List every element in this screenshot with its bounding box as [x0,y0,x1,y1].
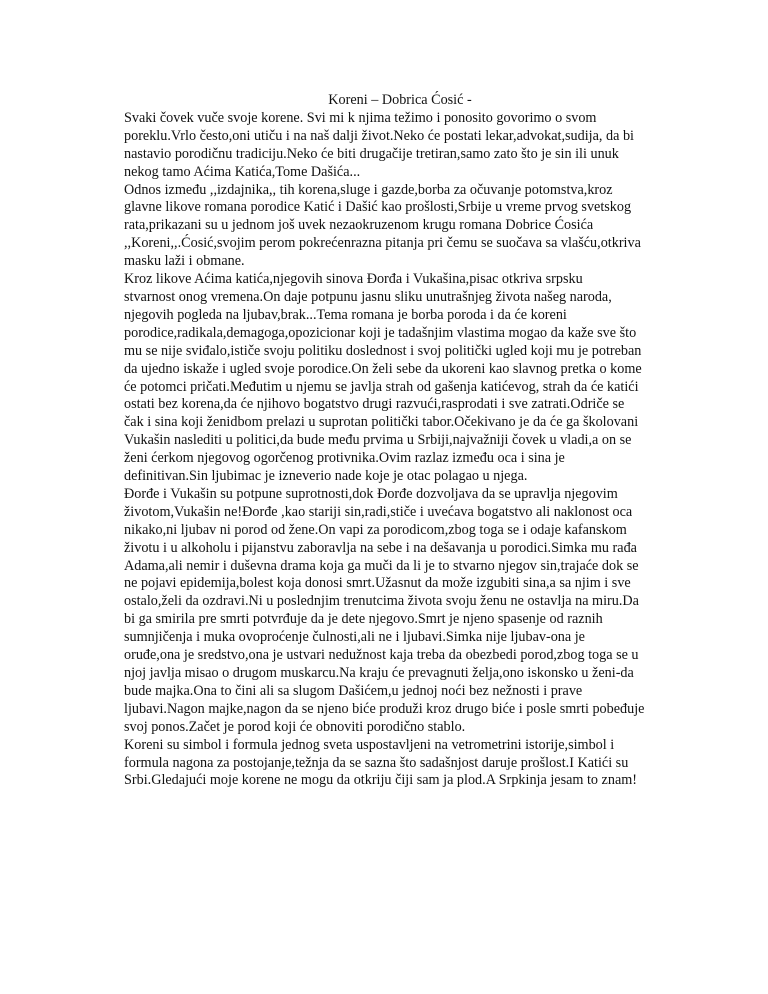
paragraph [112,486,650,737]
text-line: masku laži i obmane. [124,253,245,270]
text-line: Adama,ali nemir i duševna drama koja ga muči da li je to stvarno njegov sin,trajaće dok se [124,557,639,574]
text-line: bi ga smirila pre smrti potvrđuje da je dete njegovo.Smrt je njeno spasenje od raznih [124,611,603,628]
text-line: nikako,ni ljubav ni porod od žene.On vapi za porodicom,zbog toga se i odaje kafanskom [124,521,627,538]
text-line: svoj ponos.Začet je porod koji će obnoviti porodično stablo. [124,718,466,735]
text-line: stvarnost onog vremena.On daje potpunu jasnu sliku unutrašnjeg života našeg naroda, [124,288,612,305]
text-line: Koreni su simbol i formula jednog sveta uspostavljeni na vetrometrini istorije,simbol i [124,736,615,753]
paragraph [112,737,650,791]
text-line: definitivan.Sin ljubimac je izneverio nade koje je otac polagao u njega. [124,468,528,485]
text-line: glavne likove romana porodice Katić i Dašić kao prošlosti,Srbije u vreme prvog svetskog [124,199,632,216]
text-line: poreklu.Vrlo često,oni utiču i na naš dalji život.Neko će postati lekar,advokat,sudija, da bi [124,127,634,144]
text-line: sumnjičenja i muka ovoproćenje čulnosti,ali ne i ljubavi.Simka nije ljubav-ona je [124,629,585,646]
text-line: Đorđe i Vukašin su potpune suprotnosti,dok Đorđe dozvoljava da se upravlja njegovim [124,485,618,502]
text-line: ostati bez korena,da će njihovo bogatstvo drugi razvući,rasprodati i sve zatrati.Odriče se [124,396,625,413]
text-line: Odnos između ,,izdajnika,, tih korena,sluge i gazde,borba za očuvanje potomstva,kroz [124,181,613,198]
text-line: formula nagona za postojanje,težnja da se sazna što sadašnjost daruje prošlost.I Katići su [124,754,629,771]
text-line: porodice,radikala,demagoga,opozicionar koji je tadašnjim vlastima mogao da kaže sve što [124,324,637,341]
paragraph [112,271,650,486]
text-line: njegovih pogleda na ljubav,brak...Tema romana je borba poroda i da će koreni [124,306,567,323]
text-line: ljubavi.Nagon majke,nagon da se njeno biće produži kroz drugo biće i posle smrti pobeđuje [124,700,645,717]
document-page [112,92,650,790]
text-line: životom,Vukašin ne!Đorđe ,kao stariji sin,radi,stiče i uvećava bogatstvo ali naklonost oca [124,503,633,520]
text-line: njoj javlja misao o drugom muskarcu.Na kraju će prevagnuti želja,ono iskonsko u ženi-da [124,665,634,681]
text-line: ,,Koreni,,.Ćosić,svojim perom pokrećenrazna pitanja pri čemu se suočava sa vlašću,otkriva [124,235,641,252]
text-line: nekog tamo Aćima Katića,Tome Dašića... [124,163,361,180]
text-line: oruđe,ona je sredstvo,ona je ustvari nedužnost kaja treba da obezbedi porod,zbog toga se u [124,647,639,664]
text-line: ženi ćerkom njegovog ogorčenog protivnika.Ovim razlaz između oca i sina je [124,450,565,467]
document-body [112,110,650,790]
paragraph [112,182,650,272]
text-line: Srbi.Gledajući moje korene ne mogu da otkriju čiji sam ja plod.A Srpkinja jesam to znam! [124,772,638,789]
document-title: Koreni – Dobrica Ćosić - [328,92,472,108]
text-line: čak i sina koji ženidbom prelazi u suprotan politički tabor.Očekivano je da će ga školovani [124,414,639,431]
text-line: Vukašin naslediti u politici,da bude među prvima u Srbiji,najvažniji čovek u vladi,a on se [124,432,632,449]
text-line: mu se nije sviđalo,ističe svoju politiku doslednost i svoj politički ugled koji mu je potreban [124,342,642,359]
text-line: će potomci pričati.Međutim u njemu se javlja strah od gašenja katićevog, strah da će katići [124,378,639,395]
text-line: životu i u alkoholu i pijanstvu zaboravlja na sebe i na dešavanja u porodici.Simka mu rađa [124,539,637,556]
text-line: bude majka.Ona to čini ali sa slugom Dašićem,u jednoj noći bez nežnosti i prave [124,682,583,699]
text-line: ostalo,želi da ozdravi.Ni u poslednjim trenutcima života svoju ženu ne ostavlja na miru.Da [124,593,639,610]
text-line: nastavio porodičnu tradiciju.Neko će biti drugačije tretiran,samo zato što je sin ili unuk [124,145,619,162]
text-line: ne pojavi epidemija,bolest koja donosi smrt.Užasnut da može izgubiti sina,a sa njim i sve [124,575,631,592]
paragraph [112,110,650,182]
text-line: rata,prikazani su u jednom još uvek nezaokruzenom krugu romana Dobrice Ćosića [124,217,594,234]
text-line: Kroz likove Aćima katića,njegovih sinova Đorđa i Vukašina,pisac otkriva srpsku [124,271,583,288]
text-line: Svaki čovek vuče svoje korene. Svi mi k njima težimo i ponosito govorimo o svom [124,109,597,126]
text-line: da ujedno iskaže i ugled svoje porodice.On želi sebe da ukoreni kao slavnog pretka o kome [124,360,642,377]
